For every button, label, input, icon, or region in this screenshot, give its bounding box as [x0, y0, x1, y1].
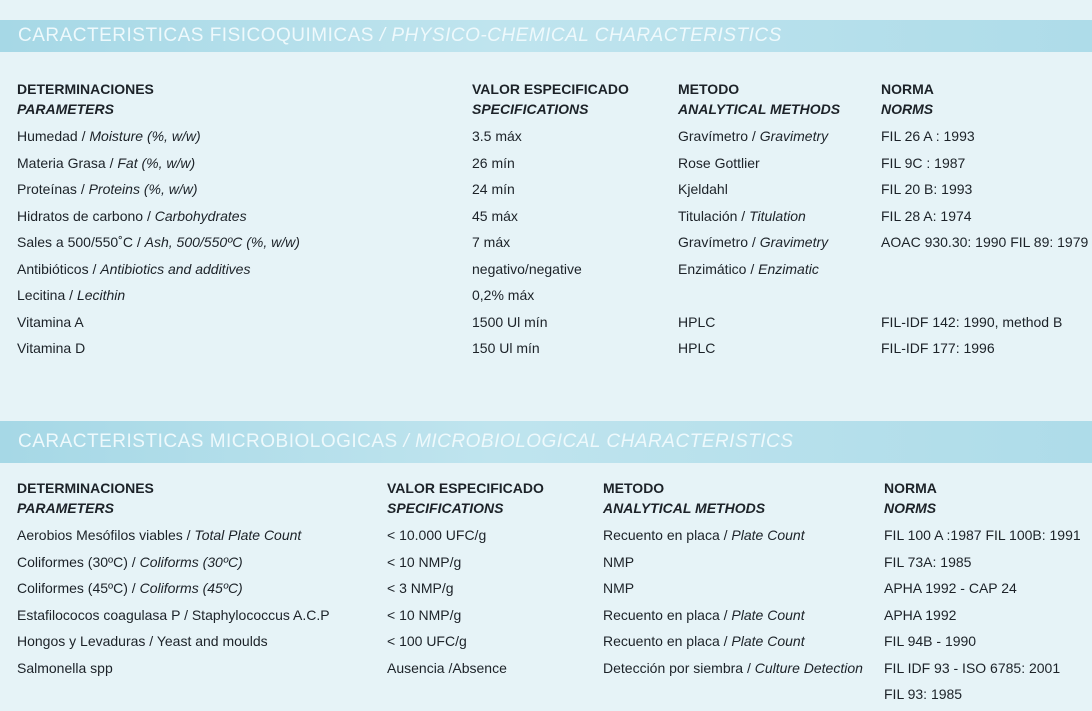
table-row: [0, 525, 1092, 552]
method-cell: Gravímetro / Gravimetry: [678, 234, 829, 250]
parameter-cell: Materia Grasa / Fat (%, w/w): [17, 154, 196, 171]
norm-cell: FIL 73A: 1985: [884, 553, 972, 570]
method-cell: Gravímetro / Gravimetry: [678, 128, 829, 144]
parameter-cell: Coliformes (30ºC) / Coliforms (30ºC): [17, 553, 243, 570]
parameter-cell: Sales a 500/550˚C / Ash, 500/550ºC (%, w/w): [17, 234, 300, 250]
value-cell: 26 mín: [472, 154, 515, 171]
value-cell: 150 Ul mín: [472, 340, 540, 356]
norm-cell: APHA 1992 - CAP 24: [884, 580, 1017, 596]
table-row: [0, 153, 1092, 180]
section-title-en: MICROBIOLOGICAL CHARACTERISTICS: [415, 431, 794, 452]
section-title-es: CARACTERISTICAS FISICOQUIMICAS: [18, 25, 374, 46]
value-cell: 7 máx: [472, 234, 511, 250]
parameter-cell: Salmonella spp: [17, 659, 113, 676]
microbiological-table: [0, 478, 1092, 711]
method-cell: Rose Gottlier: [678, 154, 760, 171]
table-row: [0, 232, 1092, 259]
value-cell: negativo/negative: [472, 260, 582, 277]
value-cell: < 100 UFC/g: [387, 633, 467, 649]
header-methods-en: ANALYTICAL METHODS: [678, 101, 841, 117]
table-header-es: [0, 79, 1092, 99]
method-cell: Enzimático / Enzimatic: [678, 260, 819, 277]
header-norms-es: NORMA: [884, 480, 937, 496]
value-cell: < 10 NMP/g: [387, 606, 462, 623]
norm-cell: FIL IDF 93 - ISO 6785: 2001: [884, 659, 1061, 676]
table-row: [0, 578, 1092, 605]
value-cell: 0,2% máx: [472, 287, 535, 303]
header-specifications-es: VALOR ESPECIFICADO: [472, 81, 629, 97]
table-header-en: [0, 99, 1092, 126]
header-specifications-es: VALOR ESPECIFICADO: [387, 480, 544, 496]
method-cell: Recuento en placa / Plate Count: [603, 633, 805, 649]
norm-cell: APHA 1992: [884, 606, 957, 623]
table-row: [0, 658, 1092, 685]
section-title-es: CARACTERISTICAS MICROBIOLOGICAS: [18, 431, 398, 452]
section-title-separator: /: [373, 25, 392, 46]
method-cell: NMP: [603, 553, 635, 570]
parameter-cell: Vitamina D: [17, 340, 86, 356]
method-cell: Titulación / Titulation: [678, 207, 806, 224]
norm-cell: FIL 9C : 1987: [881, 154, 966, 171]
parameter-cell: Coliformes (45ºC) / Coliforms (45ºC): [17, 580, 243, 596]
value-cell: 3.5 máx: [472, 128, 522, 144]
value-cell: < 3 NMP/g: [387, 580, 454, 596]
value-cell: 24 mín: [472, 181, 515, 197]
norm-cell: FIL 28 A: 1974: [881, 207, 972, 224]
table-row: [0, 206, 1092, 233]
parameter-cell: Humedad / Moisture (%, w/w): [17, 128, 201, 144]
microbiological-section-title: [0, 421, 1092, 463]
value-cell: < 10.000 UFC/g: [387, 527, 487, 543]
table-row: [0, 285, 1092, 312]
parameter-cell: Estafilococos coagulasa P / Staphylococcus A.C.P: [17, 606, 330, 623]
section-title-separator: /: [397, 431, 416, 452]
table-row: [0, 631, 1092, 658]
table-row: [0, 684, 1092, 711]
table-header-es: [0, 478, 1092, 498]
parameter-cell: Hongos y Levaduras / Yeast and moulds: [17, 633, 268, 649]
parameter-cell: Vitamina A: [17, 313, 84, 330]
header-norms-en: NORMS: [884, 500, 937, 516]
header-parameters-en: PARAMETERS: [17, 101, 114, 117]
norm-cell: FIL 93: 1985: [884, 686, 963, 702]
value-cell: Ausencia /Absence: [387, 659, 507, 676]
table-row: [0, 259, 1092, 286]
table-row: [0, 605, 1092, 632]
physico-chemical-table: [0, 79, 1092, 365]
method-cell: Recuento en placa / Plate Count: [603, 606, 805, 623]
table-row: [0, 338, 1092, 365]
method-cell: HPLC: [678, 340, 716, 356]
norm-cell: FIL 94B - 1990: [884, 633, 977, 649]
method-cell: NMP: [603, 580, 635, 596]
norm-cell: FIL 20 B: 1993: [881, 181, 973, 197]
table-header-en: [0, 498, 1092, 525]
table-row: [0, 179, 1092, 206]
table-row: [0, 552, 1092, 579]
table-row: [0, 126, 1092, 153]
method-cell: Kjeldahl: [678, 181, 728, 197]
norm-cell: FIL-IDF 177: 1996: [881, 340, 995, 356]
header-parameters-es: DETERMINACIONES: [17, 480, 154, 496]
header-methods-es: METODO: [603, 480, 665, 496]
parameter-cell: Hidratos de carbono / Carbohydrates: [17, 207, 247, 224]
value-cell: 1500 Ul mín: [472, 313, 548, 330]
method-cell: Recuento en placa / Plate Count: [603, 527, 805, 543]
parameter-cell: Lecitina / Lecithin: [17, 287, 126, 303]
parameter-cell: Antibióticos / Antibiotics and additives: [17, 260, 251, 277]
header-parameters-en: PARAMETERS: [17, 500, 114, 516]
table-row: [0, 312, 1092, 339]
norm-cell: FIL 100 A :1987 FIL 100B: 1991: [884, 527, 1081, 543]
header-methods-en: ANALYTICAL METHODS: [603, 500, 766, 516]
value-cell: < 10 NMP/g: [387, 553, 462, 570]
physico-chemical-section-title: [0, 20, 1092, 52]
parameter-cell: Proteínas / Proteins (%, w/w): [17, 181, 198, 197]
method-cell: HPLC: [678, 313, 716, 330]
section-title-en: PHYSICO-CHEMICAL CHARACTERISTICS: [391, 25, 782, 46]
norm-cell: FIL 26 A : 1993: [881, 128, 975, 144]
method-cell: Detección por siembra / Culture Detection: [603, 659, 863, 676]
header-specifications-en: SPECIFICATIONS: [472, 101, 589, 117]
header-specifications-en: SPECIFICATIONS: [387, 500, 504, 516]
header-parameters-es: DETERMINACIONES: [17, 81, 154, 97]
norm-cell: AOAC 930.30: 1990 FIL 89: 1979: [881, 234, 1089, 250]
header-norms-en: NORMS: [881, 101, 934, 117]
header-methods-es: METODO: [678, 81, 740, 97]
value-cell: 45 máx: [472, 207, 518, 224]
parameter-cell: Aerobios Mesófilos viables / Total Plate Count: [17, 527, 302, 543]
norm-cell: FIL-IDF 142: 1990, method B: [881, 313, 1063, 330]
header-norms-es: NORMA: [881, 81, 934, 97]
